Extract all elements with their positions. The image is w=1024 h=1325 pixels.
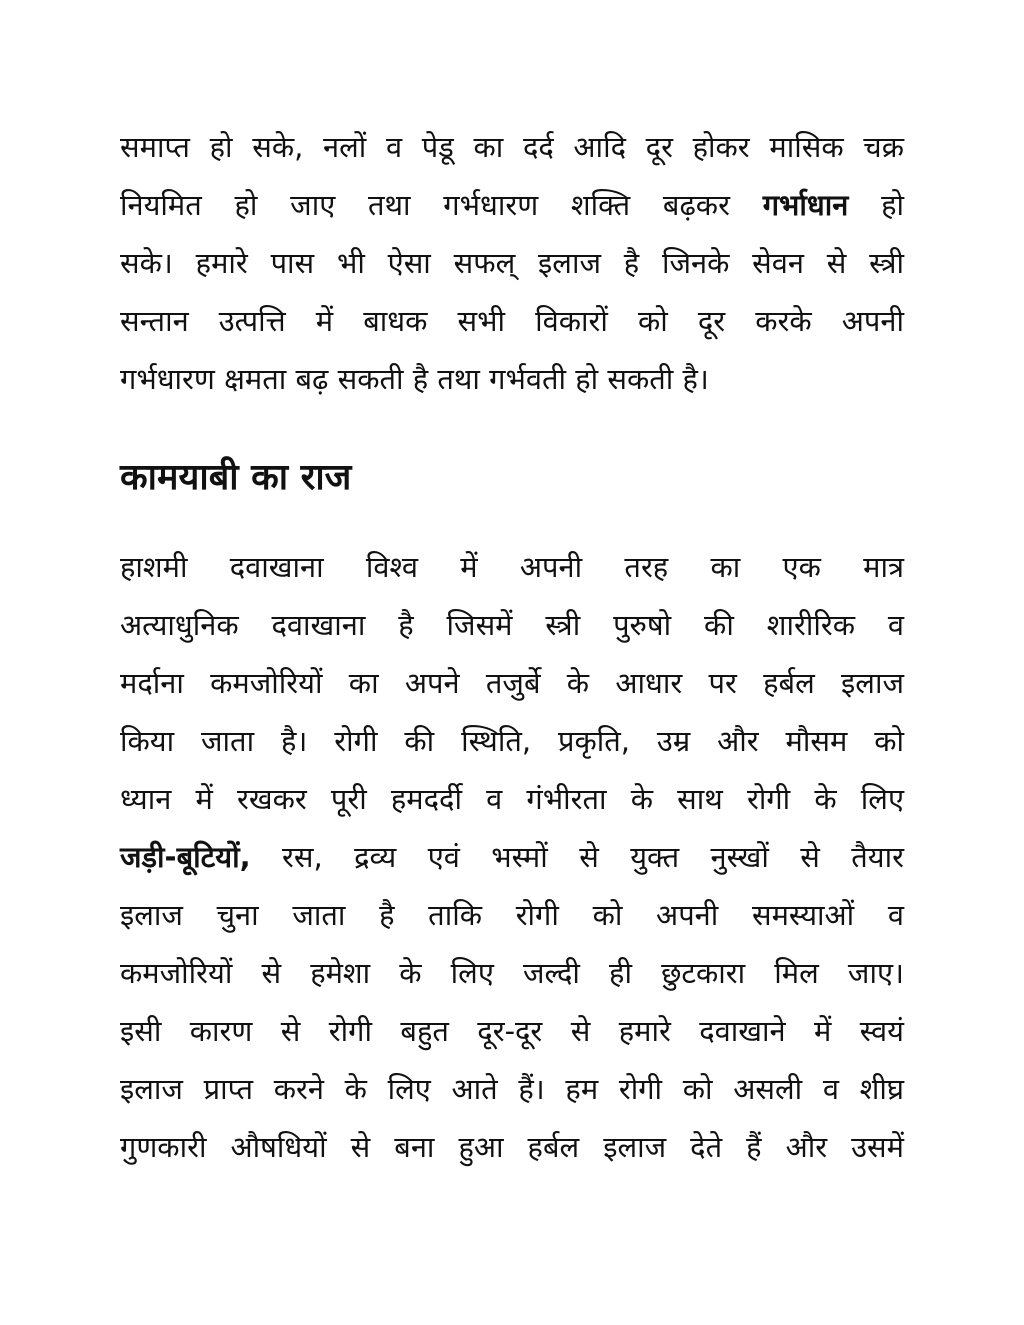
line-text: रस, द्रव्य एवं भस्मों से युक्त नुस्खों से तैयार — [282, 840, 904, 874]
paragraph-line: गुणकारी औषधियों से बना हुआ हर्बल इलाज देते हैं और उसमें — [120, 1130, 904, 1164]
paragraph-line: इसी कारण से रोगी बहुत दूर-दूर से हमारे दवाखाने में स्वयं — [120, 1014, 904, 1048]
bold-term-garbhadhan: गर्भाधान — [762, 188, 849, 222]
paragraph-line: सके। हमारे पास भी ऐसा सफल् इलाज है जिनके सेवन से स्त्री — [120, 246, 904, 280]
line-text: हो — [881, 188, 905, 222]
paragraph-line: अत्याधुनिक दवाखाना है जिसमें स्त्री पुरुषो की शारीरिक व — [120, 608, 904, 642]
paragraph-line: इलाज चुना जाता है ताकि रोगी को अपनी समस्याओं व — [120, 898, 904, 932]
paragraph-line: हाशमी दवाखाना विश्व में अपनी तरह का एक मात्र — [120, 550, 904, 584]
paragraph-line — [120, 176, 904, 234]
section-heading: कामयाबी का राज — [120, 457, 352, 498]
paragraph-line: सन्तान उत्पत्ति में बाधक सभी विकारों को दूर करके अपनी — [120, 304, 904, 338]
intro-paragraph — [120, 118, 904, 408]
main-paragraph — [120, 538, 904, 1176]
paragraph-line: कमजोरियों से हमेशा के लिए जल्दी ही छुटकारा मिल जाए। — [120, 956, 904, 990]
line-text: नियमित हो जाए तथा गर्भधारण शक्ति बढ़कर — [120, 188, 730, 222]
paragraph-line: ध्यान में रखकर पूरी हमदर्दी व गंभीरता के साथ रोगी के लिए — [120, 782, 904, 816]
paragraph-line: इलाज प्राप्त करने के लिए आते हैं। हम रोगी को असली व शीघ्र — [120, 1072, 904, 1106]
paragraph-line: मर्दाना कमजोरियों का अपने तजुर्बे के आधार पर हर्बल इलाज — [120, 666, 904, 700]
paragraph-line: समाप्त हो सके, नलों व पेडू का दर्द आदि दूर होकर मासिक चक्र — [120, 130, 904, 164]
bold-term-jadi-butiyan: जड़ी-बूटियों, — [120, 840, 251, 874]
paragraph-line: किया जाता है। रोगी की स्थिति, प्रकृति, उम्र और मौसम को — [120, 724, 904, 758]
paragraph-line: गर्भधारण क्षमता बढ़ सकती है तथा गर्भवती हो सकती है। — [120, 362, 709, 396]
document-page — [120, 118, 904, 1176]
paragraph-line — [120, 828, 904, 886]
